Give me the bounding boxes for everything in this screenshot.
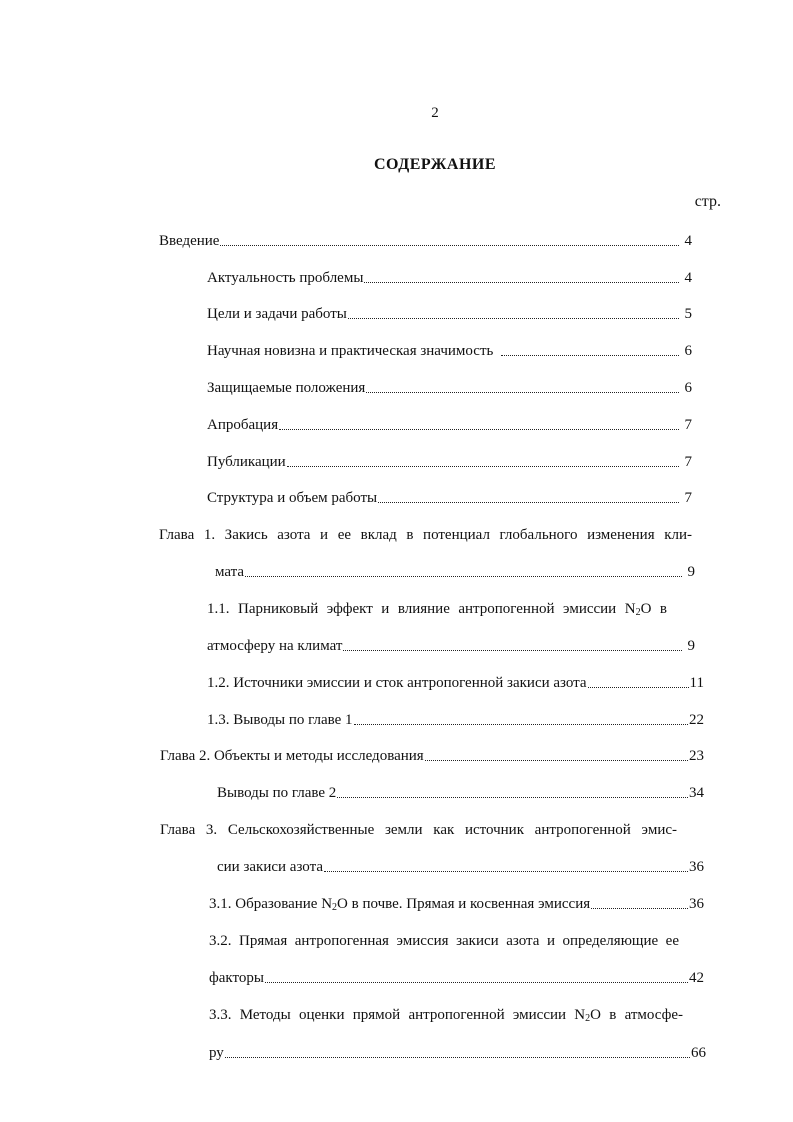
toc-entry-text: атмосферу на климат xyxy=(207,638,343,654)
toc-entry-approbation[interactable] xyxy=(207,412,692,434)
toc-entry-page: 6 xyxy=(684,380,692,396)
toc-leader-dots xyxy=(225,1056,690,1058)
toc-section-1-2[interactable] xyxy=(207,670,704,692)
toc-section-3-1[interactable] xyxy=(209,891,704,913)
toc-entry-page: 66 xyxy=(691,1045,706,1061)
toc-entry-text: Актуальность проблемы xyxy=(207,270,364,286)
toc-entry-text: Научная новизна и практическая значимость xyxy=(207,343,494,359)
toc-leader-dots xyxy=(279,428,679,430)
toc-entry-structure[interactable] xyxy=(207,485,692,507)
toc-chapter-3-heading[interactable] xyxy=(160,817,677,839)
toc-entry-text: Структура и объем работы xyxy=(207,490,378,506)
toc-entry-page: 7 xyxy=(684,454,692,470)
toc-entry-text: 1.3. Выводы по главе 1 xyxy=(207,712,353,728)
toc-leader-dots xyxy=(265,981,688,983)
toc-entry-text: факторы xyxy=(209,970,264,986)
toc-entry-page: 36 xyxy=(689,896,704,912)
toc-entry-text: 3.1. Образование $N_2O$ в почве. Прямая и косвенная эмиссия xyxy=(209,896,591,913)
toc-entry-page: 23 xyxy=(689,748,704,764)
toc-leader-dots xyxy=(588,686,689,688)
toc-entry-text: Публикации xyxy=(207,454,286,470)
toc-entry-text: Апробация xyxy=(207,417,279,433)
toc-entry-text: ру xyxy=(209,1045,224,1061)
toc-entry-novelty[interactable] xyxy=(207,338,692,360)
toc-entry-page: 5 xyxy=(684,306,692,322)
toc-entry-page: 9 xyxy=(687,564,695,580)
page-number: 2 xyxy=(431,105,439,121)
toc-entry-text: Глава 1. Закись азота и ее вклад в потенциал глобального изменения кли- xyxy=(159,527,692,543)
toc-entry-introduction[interactable] xyxy=(159,228,692,250)
toc-chapter-3-continuation[interactable] xyxy=(217,854,704,876)
toc-entry-goals[interactable] xyxy=(207,301,692,323)
toc-section-3-2-heading[interactable] xyxy=(209,928,679,950)
toc-entry-page: 4 xyxy=(684,233,692,249)
toc-chapter-2-conclusions[interactable] xyxy=(217,780,704,802)
toc-entry-theses[interactable] xyxy=(207,375,692,397)
toc-entry-text: Цели и задачи работы xyxy=(207,306,347,322)
toc-entry-text: 3.3. Методы оценки прямой антропогенной эмиссии $N_2O$ в атмосфе- xyxy=(209,1007,683,1024)
toc-entry-text: Введение xyxy=(159,233,220,249)
toc-chapter-1-heading[interactable] xyxy=(159,522,692,544)
toc-entry-page: 36 xyxy=(689,859,704,875)
toc-entry-page: 7 xyxy=(684,490,692,506)
toc-entry-text: мата xyxy=(215,564,245,580)
toc-entry-relevance[interactable] xyxy=(207,265,692,287)
toc-entry-page: 7 xyxy=(684,417,692,433)
toc-leader-dots xyxy=(354,723,688,725)
toc-entry-text: Глава 3. Сельскохозяйственные земли как источник антропогенной эмис- xyxy=(160,822,677,838)
toc-chapter-1-continuation[interactable] xyxy=(215,559,695,581)
toc-entry-page: 22 xyxy=(689,712,704,728)
toc-entry-page: 11 xyxy=(689,675,704,691)
toc-section-1-1-heading[interactable] xyxy=(207,596,667,618)
toc-entry-text: Глава 2. Объекты и методы исследования xyxy=(160,748,424,764)
toc-section-1-1-continuation[interactable] xyxy=(207,633,695,655)
toc-chapter-2[interactable] xyxy=(160,743,704,765)
toc-entry-text: 3.2. Прямая антропогенная эмиссия закиси азота и определяющие ее xyxy=(209,933,679,949)
toc-entry-page: 4 xyxy=(684,270,692,286)
toc-leader-dots xyxy=(287,465,679,467)
page-column-label: стр. xyxy=(694,193,721,210)
toc-leader-dots xyxy=(245,575,682,577)
toc-section-3-3-continuation[interactable] xyxy=(209,1040,706,1062)
toc-leader-dots xyxy=(348,317,679,319)
toc-entry-text: Выводы по главе 2 xyxy=(217,785,337,801)
toc-leader-dots xyxy=(591,907,688,909)
toc-leader-dots xyxy=(378,501,679,503)
toc-entry-text: 1.2. Источники эмиссии и сток антропогенной закиси азота xyxy=(207,675,587,691)
toc-entry-page: 34 xyxy=(689,785,704,801)
toc-leader-dots xyxy=(366,391,679,393)
toc-entry-page: 9 xyxy=(687,638,695,654)
toc-leader-dots xyxy=(324,870,688,872)
page-title: СОДЕРЖАНИЕ xyxy=(373,156,497,173)
toc-leader-dots xyxy=(220,244,679,246)
toc-leader-dots xyxy=(501,354,679,356)
toc-entry-text: сии закиси азота xyxy=(217,859,323,875)
toc-entry-text: 1.1. Парниковый эффект и влияние антропогенной эмиссии $N_2O$ в xyxy=(207,601,667,618)
toc-entry-text: Защищаемые положения xyxy=(207,380,366,396)
toc-leader-dots xyxy=(425,759,688,761)
toc-entry-page: 42 xyxy=(689,970,704,986)
toc-section-1-3[interactable] xyxy=(207,707,704,729)
toc-section-3-2-continuation[interactable] xyxy=(209,965,704,987)
toc-entry-publications[interactable] xyxy=(207,449,692,471)
toc-leader-dots xyxy=(337,796,688,798)
toc-section-3-3-heading[interactable] xyxy=(209,1002,683,1024)
toc-leader-dots xyxy=(343,649,682,651)
toc-entry-page: 6 xyxy=(684,343,692,359)
toc-leader-dots xyxy=(364,281,679,283)
